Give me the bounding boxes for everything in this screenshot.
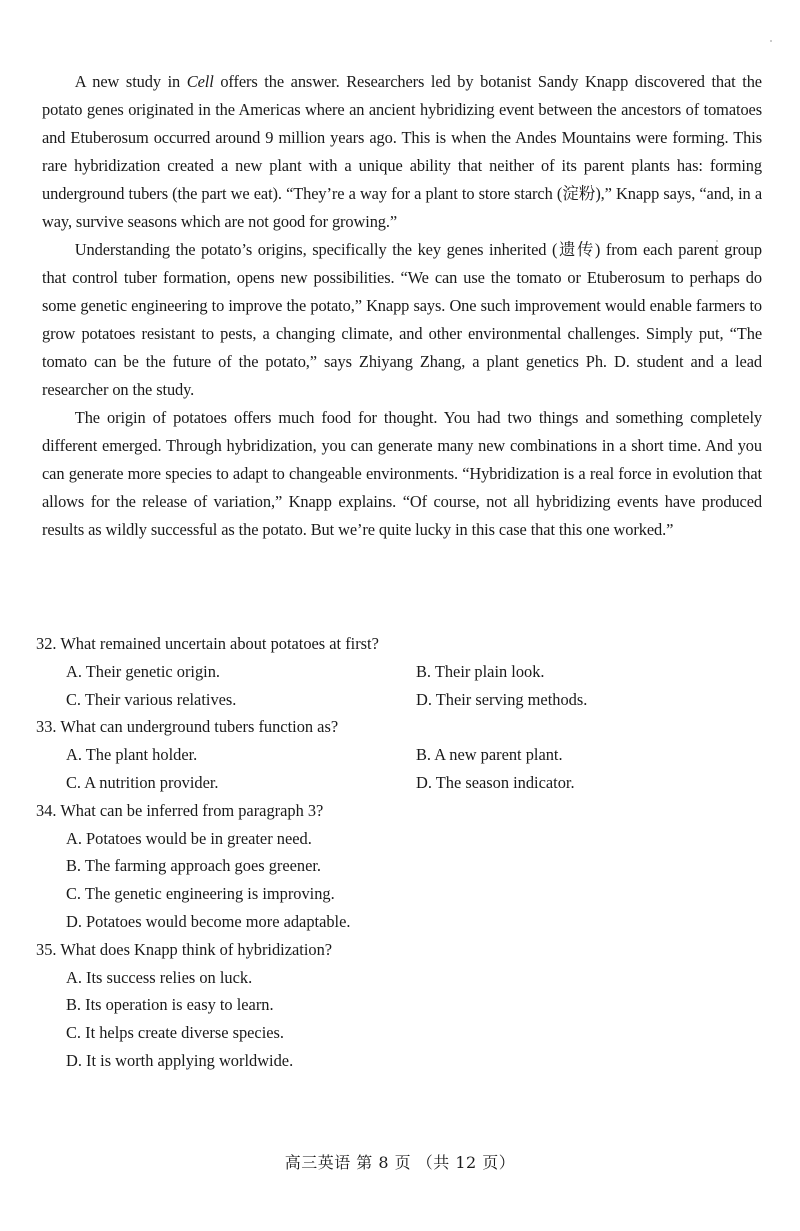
option-b[interactable]: B. Their plain look. bbox=[416, 661, 545, 681]
options bbox=[36, 658, 736, 714]
option-d[interactable]: D. Potatoes would become more adaptable. bbox=[66, 911, 351, 931]
paragraph-2: Understanding the potato’s origins, specifically the key genes inherited (遗传) from each parent group that control tuber formation, opens new possibilities. “We can use the tomato or Etuberosum to perhaps do some genetic engineering to improve the potato,” Knapp says. One such improvement would enable farmers to grow potatoes resistant to pests, a changing climate, and other environmental challenges. Simply put, “The tomato can be the future of the potato,” says Zhiyang Zhang, a plant genetics Ph. D. student and a lead researcher on the study. bbox=[42, 240, 762, 399]
option-b[interactable]: B. A new parent plant. bbox=[416, 745, 563, 765]
option-d[interactable]: D. Their serving methods. bbox=[416, 689, 588, 709]
question-text: What remained uncertain about potatoes at first? bbox=[60, 634, 379, 653]
question-33 bbox=[36, 713, 736, 796]
option-c[interactable]: C. A nutrition provider. bbox=[66, 772, 219, 792]
option-c[interactable]: C. The genetic engineering is improving. bbox=[66, 884, 335, 904]
options bbox=[36, 741, 736, 797]
option-a[interactable]: A. Their genetic origin. bbox=[66, 661, 220, 681]
question-35 bbox=[36, 936, 736, 1075]
option-b[interactable]: B. The farming approach goes greener. bbox=[66, 856, 322, 876]
reading-passage bbox=[42, 68, 762, 544]
option-a[interactable]: A. The plant holder. bbox=[66, 745, 198, 765]
option-d[interactable]: D. The season indicator. bbox=[416, 772, 575, 792]
options bbox=[36, 825, 736, 936]
question-stem bbox=[36, 797, 736, 825]
page-footer: 高三英语 第 8 页 （共 12 页） bbox=[284, 1153, 516, 1172]
question-stem bbox=[36, 630, 736, 658]
options bbox=[36, 964, 736, 1075]
question-text: What does Knapp think of hybridization? bbox=[60, 939, 333, 959]
question-number: 33. bbox=[36, 717, 57, 737]
question-text: What can be inferred from paragraph 3? bbox=[60, 800, 324, 820]
question-34 bbox=[36, 797, 736, 936]
scan-speck bbox=[770, 40, 772, 42]
journal-name: Cell bbox=[186, 72, 214, 91]
paragraph-1-body: offers the answer. Researchers led by botanist Sandy Knapp discovered that the potato genes originated in the Americas where an ancient hybridizing event between the ancestors of tomatoes and Etuberosum occurred around 9 million years ago. This is when the Andes Mountains were forming. This rare hybridization created a new plant with a unique ability that neither of its parent plants has: forming underground tubers (the part we eat). “They’re a way for a plant to store starch (淀粉),” Knapp says, “and, in a way, survive seasons which are not good for growing.” bbox=[42, 72, 762, 231]
option-b[interactable]: B. Its operation is easy to learn. bbox=[66, 995, 274, 1015]
option-a[interactable]: A. Its success relies on luck. bbox=[66, 967, 253, 987]
question-number: 34. bbox=[36, 800, 57, 820]
question-number: 35. bbox=[36, 939, 57, 959]
question-text: What can underground tubers function as? bbox=[60, 717, 339, 737]
paragraph-1 bbox=[42, 68, 762, 236]
option-c[interactable]: C. It helps create diverse species. bbox=[66, 1023, 285, 1043]
option-d[interactable]: D. It is worth applying worldwide. bbox=[66, 1050, 294, 1070]
paragraph-1-lead: A new study in bbox=[74, 72, 187, 91]
question-stem bbox=[36, 713, 736, 741]
question-stem bbox=[36, 936, 736, 964]
option-a[interactable]: A. Potatoes would be in greater need. bbox=[66, 828, 312, 848]
option-c[interactable]: C. Their various relatives. bbox=[66, 689, 237, 709]
question-32 bbox=[36, 630, 736, 713]
question-number: 32. bbox=[36, 634, 57, 653]
question-list bbox=[36, 630, 736, 1075]
paragraph-3: The origin of potatoes offers much food for thought. You had two things and something completely different emerged. Through hybridization, you can generate many new combinations in a short time. And you can generate more species to adapt to changeable environments. “Hybridization is a real force in evolution that allows for the release of variation,” Knapp explains. “Of course, not all hybridizing events have produced results as wildly successful as the potato. But we’re quite lucky in this case that this one worked.” bbox=[42, 408, 762, 539]
